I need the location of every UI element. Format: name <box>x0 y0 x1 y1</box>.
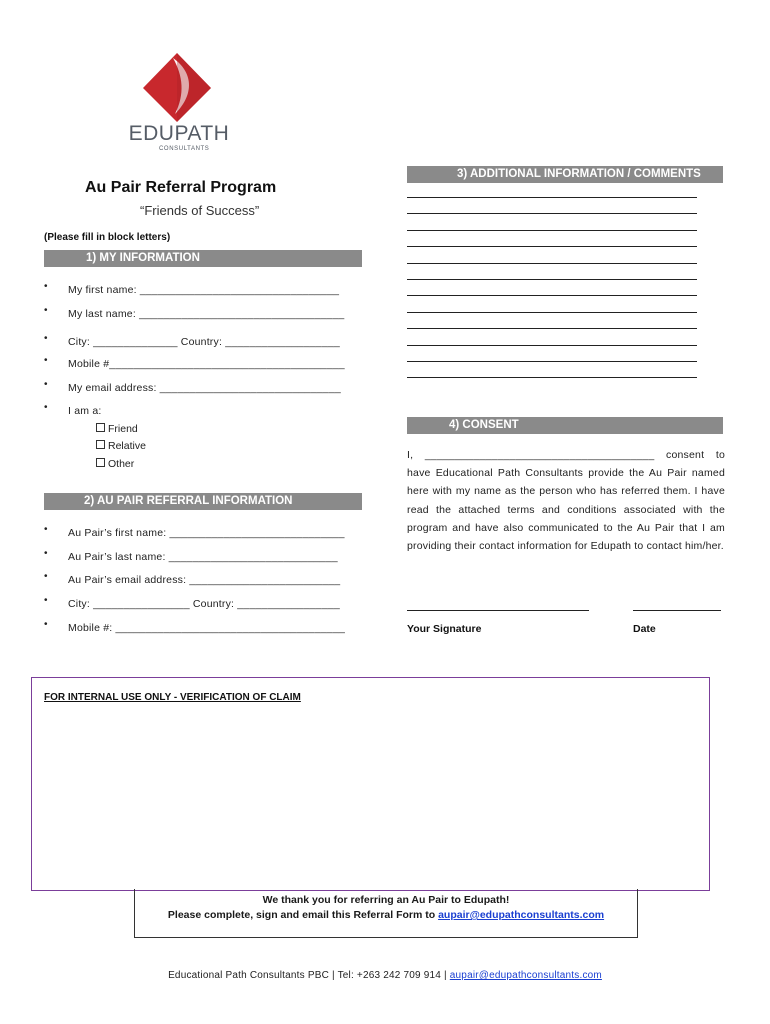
section-heading-label: 1) MY INFORMATION <box>86 252 200 264</box>
checkbox-icon[interactable] <box>96 440 105 449</box>
field-label: City: ______________ Country: ___________________ <box>68 336 340 348</box>
checkbox-label: Other <box>108 458 135 470</box>
edupath-logo <box>115 50 240 162</box>
checkbox-label: Friend <box>108 423 138 435</box>
bullet-icon: • <box>44 595 48 606</box>
diamond-logo-icon <box>115 50 240 122</box>
field-label: Au Pair’s email address: _________________________ <box>68 574 341 586</box>
consent-statement: I, ______________________________________ consent to have Educational Path Consultants provide the Au Pair named here with my name as the person who has referred them. I have read the attached terms and conditions associated with the program and have also communicated to the Au Pair that I am providing their contact information for Edupath to contact him/her. <box>407 449 725 553</box>
comment-line[interactable] <box>407 312 697 313</box>
checkbox-other[interactable] <box>96 458 134 470</box>
comment-line[interactable] <box>407 213 697 214</box>
internal-use-title: FOR INTERNAL USE ONLY - VERIFICATION OF CLAIM <box>44 692 301 703</box>
section-heading-label: 2) AU PAIR REFERRAL INFORMATION <box>84 495 293 507</box>
comment-line[interactable] <box>407 263 697 264</box>
bullet-icon: • <box>44 619 48 630</box>
bullet-icon: • <box>44 379 48 390</box>
section-heading-label: 4) CONSENT <box>449 419 519 431</box>
footer-email-link[interactable]: aupair@edupathconsultants.com <box>449 970 602 981</box>
internal-use-box <box>31 677 710 891</box>
field-label: Mobile #: ______________________________________ <box>68 622 346 634</box>
footer-contact-text: Educational Path Consultants PBC | Tel: +263 242 709 914 | <box>168 970 450 981</box>
comment-line[interactable] <box>407 377 697 378</box>
bullet-icon: • <box>44 305 48 316</box>
field-label: My first name: _________________________________ <box>68 284 340 296</box>
thank-you-box <box>134 889 638 938</box>
form-title: Au Pair Referral Program <box>85 179 277 196</box>
page-footer <box>0 970 770 981</box>
field-label: Mobile #_______________________________________ <box>68 358 345 370</box>
field-label: My email address: ______________________________ <box>68 382 341 394</box>
field-label: My last name: __________________________________ <box>68 308 345 320</box>
section-heading-label: 3) ADDITIONAL INFORMATION / COMMENTS <box>457 168 701 180</box>
fill-instructions: (Please fill in block letters) <box>44 232 171 243</box>
instructions-text: Please complete, sign and email this Referral Form to <box>167 909 439 921</box>
comment-line[interactable] <box>407 295 697 296</box>
bullet-icon: • <box>44 571 48 582</box>
comment-line[interactable] <box>407 197 697 198</box>
comment-line[interactable] <box>407 361 697 362</box>
logo-sub-text: CONSULTANTS <box>159 146 210 152</box>
checkbox-relative[interactable] <box>96 440 146 452</box>
field-label: I am a: <box>68 405 102 417</box>
bullet-icon: • <box>44 333 48 344</box>
field-label: Au Pair’s last name: ____________________________ <box>68 551 338 563</box>
date-line[interactable] <box>633 610 721 611</box>
bullet-icon: • <box>44 548 48 559</box>
bullet-icon: • <box>44 281 48 292</box>
comment-line[interactable] <box>407 328 697 329</box>
bullet-icon: • <box>44 524 48 535</box>
instructions-line <box>135 909 637 921</box>
checkbox-label: Relative <box>108 440 146 452</box>
checkbox-icon[interactable] <box>96 423 105 432</box>
referral-email-link[interactable]: aupair@edupathconsultants.com <box>438 909 605 921</box>
signature-label: Your Signature <box>407 623 482 635</box>
bullet-icon: • <box>44 355 48 366</box>
date-label: Date <box>633 623 656 635</box>
checkbox-friend[interactable] <box>96 423 138 435</box>
comment-line[interactable] <box>407 279 697 280</box>
form-subtitle: “Friends of Success” <box>140 203 260 218</box>
comment-line[interactable] <box>407 345 697 346</box>
comment-line[interactable] <box>407 230 697 231</box>
comment-line[interactable] <box>407 246 697 247</box>
field-label: City: ________________ Country: _________________ <box>68 598 340 610</box>
thank-you-line: We thank you for referring an Au Pair to Edupath! <box>262 894 510 906</box>
section-additional-info-heading <box>407 166 723 183</box>
section-consent-heading <box>407 417 723 434</box>
signature-line[interactable] <box>407 610 589 611</box>
section-au-pair-referral-heading <box>44 493 362 510</box>
section-my-information-heading <box>44 250 362 267</box>
bullet-icon: • <box>44 402 48 413</box>
logo-brand-text: EDUPATH <box>128 122 230 145</box>
checkbox-icon[interactable] <box>96 458 105 467</box>
field-label: Au Pair’s first name: _____________________________ <box>68 527 345 539</box>
